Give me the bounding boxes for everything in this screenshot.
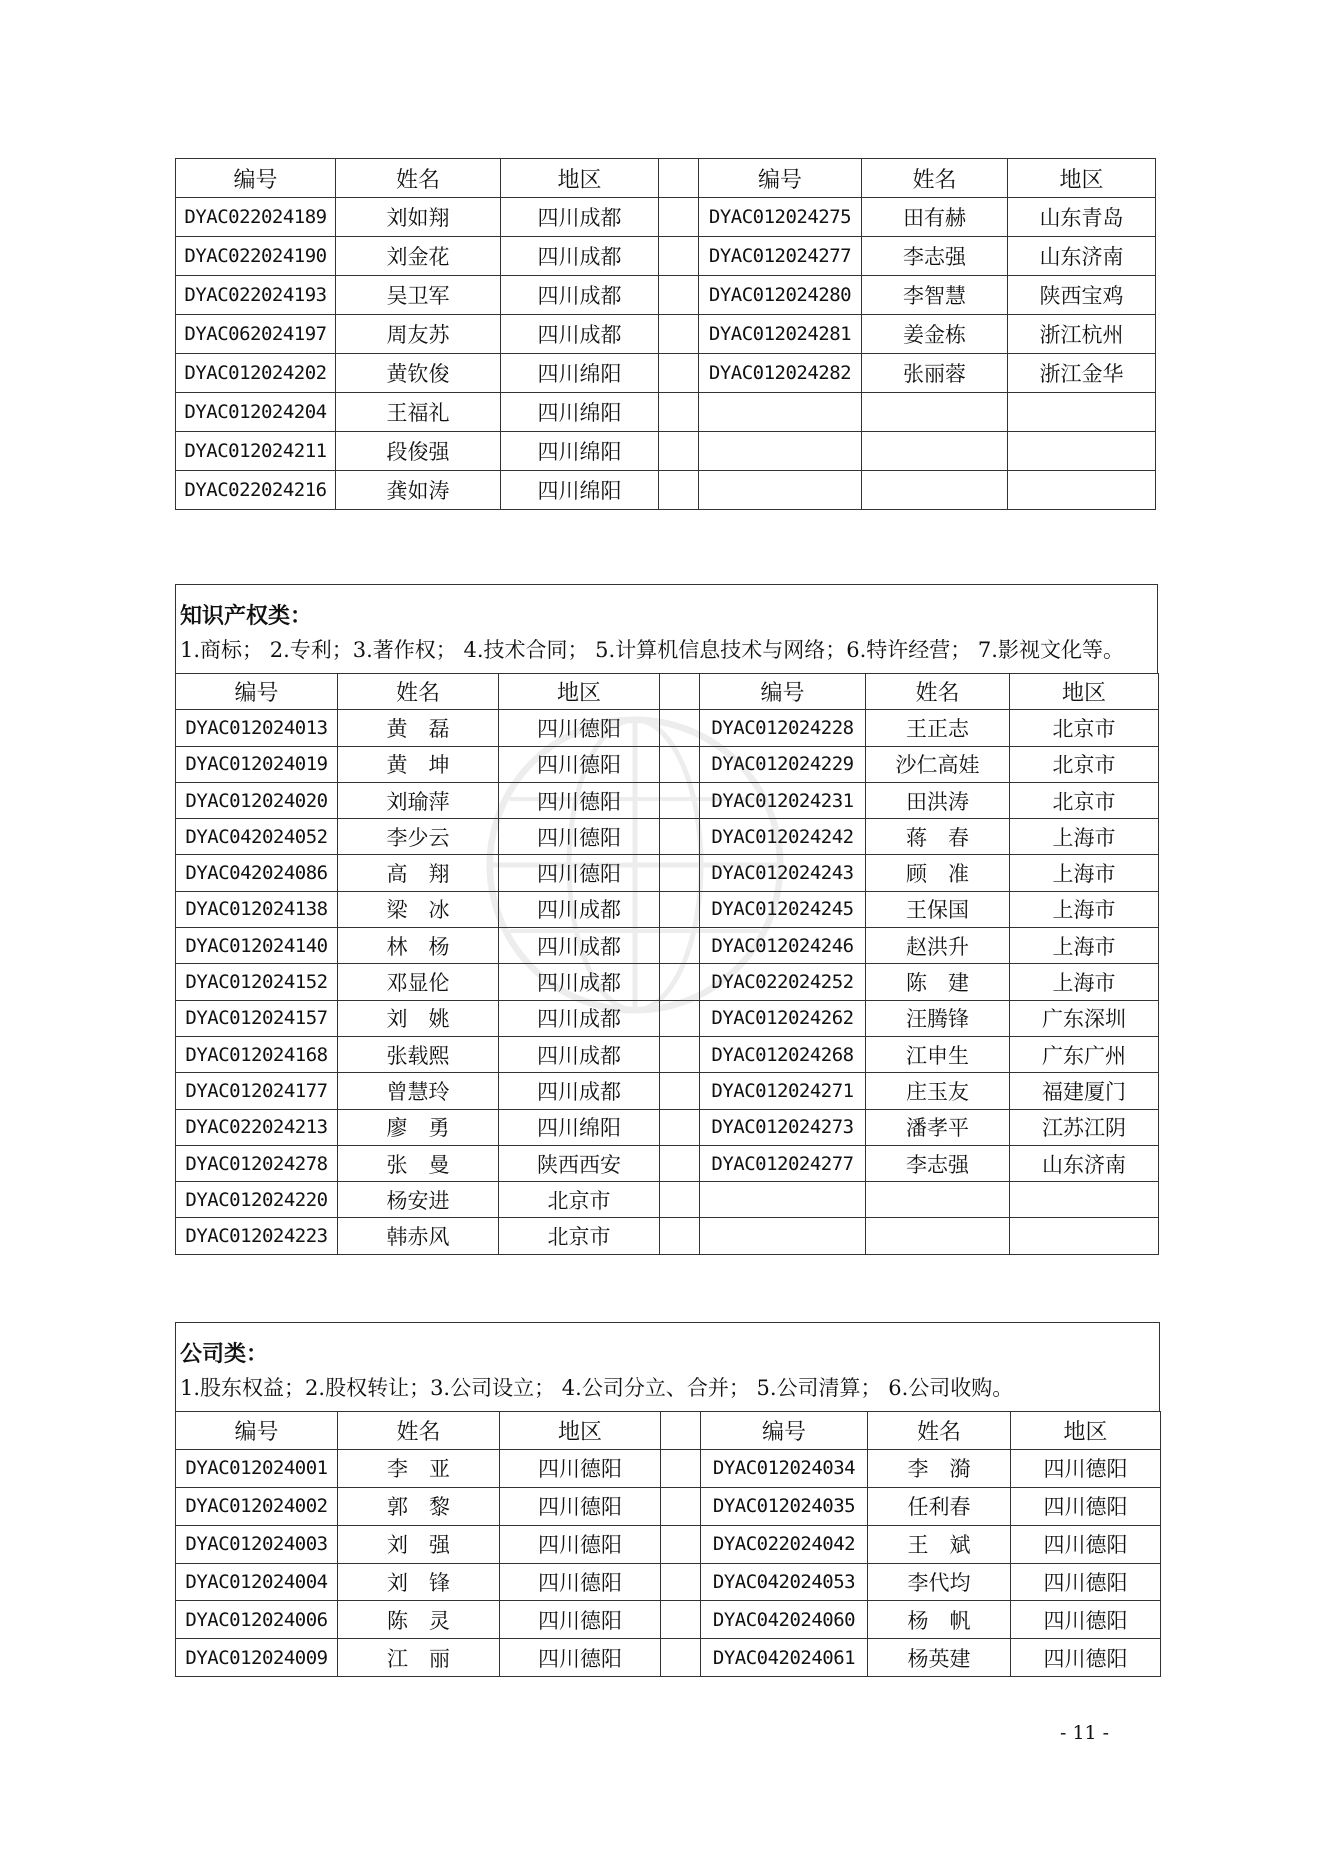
name-cell (866, 1218, 1010, 1254)
id-cell (699, 471, 862, 510)
region-cell: 陕西宝鸡 (1008, 276, 1156, 315)
spacer-cell (660, 819, 700, 855)
name-cell: 王正志 (866, 710, 1010, 746)
name-cell: 林 杨 (338, 928, 499, 964)
region-cell: 四川成都 (501, 237, 659, 276)
region-cell: 上海市 (1010, 819, 1159, 855)
table-row (176, 1218, 1159, 1254)
table-row (176, 710, 1159, 746)
table-row (176, 1449, 1161, 1487)
name-cell: 高 翔 (338, 855, 499, 891)
name-cell: 龚如涛 (336, 471, 501, 510)
region-cell: 四川德阳 (499, 710, 660, 746)
region-cell: 四川德阳 (1011, 1601, 1161, 1639)
spacer-cell (659, 315, 699, 354)
id-cell: DYAC012024034 (701, 1449, 868, 1487)
column-header: 编号 (701, 1412, 868, 1450)
spacer-cell (659, 432, 699, 471)
region-cell: 四川绵阳 (501, 354, 659, 393)
table-row (176, 1109, 1159, 1145)
spacer-cell (660, 1218, 700, 1254)
name-cell: 陈 建 (866, 964, 1010, 1000)
name-cell: 张丽蓉 (862, 354, 1008, 393)
table-row (176, 237, 1156, 276)
region-cell: 上海市 (1010, 964, 1159, 1000)
column-header: 姓名 (862, 159, 1008, 198)
region-cell: 北京市 (499, 1218, 660, 1254)
table-row (176, 1182, 1159, 1218)
id-cell: DYAC012024277 (700, 1145, 866, 1181)
name-cell: 庄玉友 (866, 1073, 1010, 1109)
column-header: 姓名 (866, 674, 1010, 710)
name-cell: 汪腾锋 (866, 1000, 1010, 1036)
id-cell: DYAC012024280 (699, 276, 862, 315)
column-header: 编号 (699, 159, 862, 198)
id-cell: DYAC012024157 (176, 1000, 338, 1036)
table-row (176, 198, 1156, 237)
name-cell: 杨 帆 (868, 1601, 1011, 1639)
name-cell (862, 471, 1008, 510)
spacer-cell (660, 746, 700, 782)
member-table-2 (175, 673, 1159, 1255)
region-cell: 四川成都 (499, 1000, 660, 1036)
table-row (176, 1601, 1161, 1639)
table-row (176, 1036, 1159, 1072)
name-cell: 刘金花 (336, 237, 501, 276)
spacer-cell (660, 710, 700, 746)
ip-section (175, 584, 1158, 1255)
column-header: 编号 (176, 159, 336, 198)
id-cell: DYAC012024282 (699, 354, 862, 393)
name-cell: 刘 强 (338, 1525, 500, 1563)
table-row (176, 432, 1156, 471)
spacer-cell (660, 674, 700, 710)
name-cell: 曾慧玲 (338, 1073, 499, 1109)
id-cell: DYAC012024006 (176, 1601, 338, 1639)
region-cell: 上海市 (1010, 891, 1159, 927)
table-row (176, 928, 1159, 964)
table-header-row (176, 159, 1156, 198)
id-cell: DYAC012024204 (176, 393, 336, 432)
spacer-cell (660, 928, 700, 964)
id-cell: DYAC012024246 (700, 928, 866, 964)
table-row (176, 891, 1159, 927)
region-cell: 四川德阳 (1011, 1639, 1161, 1677)
column-header: 地区 (501, 159, 659, 198)
name-cell: 李少云 (338, 819, 499, 855)
id-cell: DYAC042024060 (701, 1601, 868, 1639)
spacer-cell (661, 1601, 701, 1639)
table-row (176, 354, 1156, 393)
region-cell: 四川绵阳 (501, 393, 659, 432)
spacer-cell (659, 237, 699, 276)
column-header: 姓名 (336, 159, 501, 198)
region-cell: 四川德阳 (499, 782, 660, 818)
name-cell: 蒋 春 (866, 819, 1010, 855)
column-header: 地区 (1008, 159, 1156, 198)
name-cell: 刘 锋 (338, 1563, 500, 1601)
name-cell: 郭 黎 (338, 1487, 500, 1525)
table-row (176, 471, 1156, 510)
name-cell: 赵洪升 (866, 928, 1010, 964)
name-cell: 李志强 (862, 237, 1008, 276)
name-cell: 杨安进 (338, 1182, 499, 1218)
name-cell: 张载熙 (338, 1036, 499, 1072)
name-cell: 田有赫 (862, 198, 1008, 237)
region-cell: 四川德阳 (1011, 1563, 1161, 1601)
spacer-cell (659, 276, 699, 315)
column-header: 姓名 (868, 1412, 1011, 1450)
region-cell: 山东济南 (1008, 237, 1156, 276)
region-cell: 四川成都 (499, 891, 660, 927)
member-table-3 (175, 1411, 1161, 1677)
name-cell: 刘 姚 (338, 1000, 499, 1036)
region-cell: 北京市 (1010, 782, 1159, 818)
id-cell: DYAC012024004 (176, 1563, 338, 1601)
name-cell: 顾 准 (866, 855, 1010, 891)
spacer-cell (659, 393, 699, 432)
id-cell (699, 432, 862, 471)
spacer-cell (660, 891, 700, 927)
id-cell: DYAC012024035 (701, 1487, 868, 1525)
id-cell: DYAC012024220 (176, 1182, 338, 1218)
region-cell: 山东济南 (1010, 1145, 1159, 1181)
name-cell: 江 丽 (338, 1639, 500, 1677)
region-cell: 广东深圳 (1010, 1000, 1159, 1036)
region-cell: 四川成都 (499, 928, 660, 964)
region-cell (1008, 432, 1156, 471)
region-cell (1010, 1182, 1159, 1218)
id-cell: DYAC012024009 (176, 1639, 338, 1677)
company-section (175, 1322, 1160, 1677)
column-header: 姓名 (338, 1412, 500, 1450)
region-cell: 山东青岛 (1008, 198, 1156, 237)
table2-body (176, 674, 1159, 1255)
id-cell: DYAC012024281 (699, 315, 862, 354)
name-cell: 王保国 (866, 891, 1010, 927)
name-cell: 张 曼 (338, 1145, 499, 1181)
id-cell: DYAC012024177 (176, 1073, 338, 1109)
id-cell: DYAC012024243 (700, 855, 866, 891)
id-cell: DYAC012024277 (699, 237, 862, 276)
region-cell: 上海市 (1010, 855, 1159, 891)
id-cell: DYAC012024001 (176, 1449, 338, 1487)
id-cell: DYAC042024053 (701, 1563, 868, 1601)
table-row (176, 1563, 1161, 1601)
name-cell: 黄 坤 (338, 746, 499, 782)
region-cell: 浙江杭州 (1008, 315, 1156, 354)
region-cell: 四川德阳 (1011, 1487, 1161, 1525)
spacer-cell (661, 1639, 701, 1677)
spacer-cell (660, 1109, 700, 1145)
spacer-cell (660, 1182, 700, 1218)
id-cell: DYAC012024223 (176, 1218, 338, 1254)
spacer-cell (659, 159, 699, 198)
name-cell (866, 1182, 1010, 1218)
id-cell: DYAC062024197 (176, 315, 336, 354)
table-header-row (176, 1412, 1161, 1450)
name-cell: 江申生 (866, 1036, 1010, 1072)
id-cell: DYAC012024229 (700, 746, 866, 782)
id-cell: DYAC012024262 (700, 1000, 866, 1036)
name-cell: 李代均 (868, 1563, 1011, 1601)
spacer-cell (660, 1073, 700, 1109)
company-section-header (175, 1322, 1160, 1411)
id-cell: DYAC012024140 (176, 928, 338, 964)
id-cell: DYAC022024193 (176, 276, 336, 315)
id-cell (699, 393, 862, 432)
id-cell: DYAC012024013 (176, 710, 338, 746)
name-cell: 李志强 (866, 1145, 1010, 1181)
id-cell: DYAC022024189 (176, 198, 336, 237)
region-cell (1010, 1218, 1159, 1254)
name-cell: 田洪涛 (866, 782, 1010, 818)
id-cell: DYAC012024003 (176, 1525, 338, 1563)
table1-body (176, 159, 1156, 510)
table-row (176, 1487, 1161, 1525)
region-cell: 福建厦门 (1010, 1073, 1159, 1109)
id-cell: DYAC012024271 (700, 1073, 866, 1109)
table-row (176, 964, 1159, 1000)
name-cell: 姜金栋 (862, 315, 1008, 354)
name-cell: 段俊强 (336, 432, 501, 471)
column-header: 编号 (700, 674, 866, 710)
region-cell (1008, 471, 1156, 510)
region-cell: 四川成都 (501, 315, 659, 354)
region-cell: 四川绵阳 (501, 432, 659, 471)
spacer-cell (660, 782, 700, 818)
name-cell: 梁 冰 (338, 891, 499, 927)
table-row (176, 782, 1159, 818)
table-row (176, 1639, 1161, 1677)
region-cell: 四川德阳 (499, 819, 660, 855)
region-cell: 四川德阳 (499, 855, 660, 891)
column-header: 地区 (1011, 1412, 1161, 1450)
region-cell: 四川德阳 (500, 1601, 661, 1639)
id-cell: DYAC042024052 (176, 819, 338, 855)
name-cell: 潘孝平 (866, 1109, 1010, 1145)
company-section-title: 公司类： (180, 1342, 269, 1367)
region-cell: 上海市 (1010, 928, 1159, 964)
name-cell (862, 393, 1008, 432)
company-section-desc: 1.股东权益；2.股权转让；3.公司设立； 4.公司分立、合并； 5.公司清算； 6.公司收购。 (180, 1376, 1014, 1400)
name-cell: 刘瑜萍 (338, 782, 499, 818)
name-cell: 邓显伦 (338, 964, 499, 1000)
id-cell: DYAC012024278 (176, 1145, 338, 1181)
spacer-cell (660, 1036, 700, 1072)
name-cell: 李 漪 (868, 1449, 1011, 1487)
table-row (176, 393, 1156, 432)
spacer-cell (660, 1000, 700, 1036)
spacer-cell (659, 354, 699, 393)
name-cell: 黄钦俊 (336, 354, 501, 393)
column-header: 地区 (499, 674, 660, 710)
spacer-cell (661, 1563, 701, 1601)
id-cell: DYAC012024020 (176, 782, 338, 818)
table-row (176, 276, 1156, 315)
name-cell: 吴卫军 (336, 276, 501, 315)
table1-block (175, 158, 1155, 510)
column-header: 编号 (176, 1412, 338, 1450)
spacer-cell (659, 198, 699, 237)
spacer-cell (661, 1525, 701, 1563)
region-cell: 浙江金华 (1008, 354, 1156, 393)
region-cell: 四川成都 (501, 276, 659, 315)
column-header: 编号 (176, 674, 338, 710)
id-cell: DYAC022024252 (700, 964, 866, 1000)
id-cell: DYAC012024273 (700, 1109, 866, 1145)
name-cell: 陈 灵 (338, 1601, 500, 1639)
region-cell: 北京市 (1010, 746, 1159, 782)
region-cell: 广东广州 (1010, 1036, 1159, 1072)
region-cell: 四川绵阳 (501, 471, 659, 510)
id-cell: DYAC012024242 (700, 819, 866, 855)
id-cell: DYAC012024228 (700, 710, 866, 746)
name-cell: 韩赤风 (338, 1218, 499, 1254)
id-cell: DYAC042024086 (176, 855, 338, 891)
member-table-1 (175, 158, 1156, 510)
region-cell: 北京市 (1010, 710, 1159, 746)
name-cell: 王 斌 (868, 1525, 1011, 1563)
id-cell: DYAC042024061 (701, 1639, 868, 1677)
name-cell: 李智慧 (862, 276, 1008, 315)
name-cell: 任利春 (868, 1487, 1011, 1525)
column-header: 地区 (500, 1412, 661, 1450)
region-cell: 四川德阳 (500, 1487, 661, 1525)
id-cell: DYAC012024019 (176, 746, 338, 782)
table-row (176, 855, 1159, 891)
spacer-cell (661, 1449, 701, 1487)
region-cell: 四川成都 (499, 1036, 660, 1072)
ip-section-header (175, 584, 1158, 673)
spacer-cell (661, 1487, 701, 1525)
name-cell: 杨英建 (868, 1639, 1011, 1677)
id-cell: DYAC012024211 (176, 432, 336, 471)
table-row (176, 1000, 1159, 1036)
id-cell: DYAC012024268 (700, 1036, 866, 1072)
region-cell: 北京市 (499, 1182, 660, 1218)
spacer-cell (661, 1412, 701, 1450)
region-cell: 四川德阳 (500, 1563, 661, 1601)
region-cell: 四川德阳 (1011, 1449, 1161, 1487)
region-cell: 四川德阳 (499, 746, 660, 782)
name-cell: 李 亚 (338, 1449, 500, 1487)
region-cell: 四川成都 (501, 198, 659, 237)
name-cell: 刘如翔 (336, 198, 501, 237)
name-cell: 沙仁高娃 (866, 746, 1010, 782)
table-row (176, 819, 1159, 855)
spacer-cell (659, 471, 699, 510)
name-cell: 周友苏 (336, 315, 501, 354)
table-row (176, 315, 1156, 354)
name-cell: 廖 勇 (338, 1109, 499, 1145)
region-cell (1008, 393, 1156, 432)
table-row (176, 1073, 1159, 1109)
table-row (176, 746, 1159, 782)
region-cell: 四川成都 (499, 964, 660, 1000)
page-number: - 11 - (1060, 1722, 1110, 1744)
region-cell: 四川成都 (499, 1073, 660, 1109)
id-cell: DYAC012024152 (176, 964, 338, 1000)
id-cell: DYAC012024002 (176, 1487, 338, 1525)
name-cell: 黄 磊 (338, 710, 499, 746)
spacer-cell (660, 964, 700, 1000)
region-cell: 陕西西安 (499, 1145, 660, 1181)
table-header-row (176, 674, 1159, 710)
table-row (176, 1145, 1159, 1181)
region-cell: 四川德阳 (500, 1525, 661, 1563)
id-cell: DYAC022024213 (176, 1109, 338, 1145)
name-cell: 王福礼 (336, 393, 501, 432)
id-cell: DYAC012024202 (176, 354, 336, 393)
id-cell: DYAC012024168 (176, 1036, 338, 1072)
table-row (176, 1525, 1161, 1563)
id-cell: DYAC022024042 (701, 1525, 868, 1563)
id-cell: DYAC022024190 (176, 237, 336, 276)
id-cell: DYAC012024231 (700, 782, 866, 818)
region-cell: 江苏江阴 (1010, 1109, 1159, 1145)
name-cell (862, 432, 1008, 471)
id-cell: DYAC012024138 (176, 891, 338, 927)
id-cell (700, 1182, 866, 1218)
spacer-cell (660, 855, 700, 891)
region-cell: 四川德阳 (500, 1449, 661, 1487)
column-header: 姓名 (338, 674, 499, 710)
region-cell: 四川绵阳 (499, 1109, 660, 1145)
id-cell: DYAC012024245 (700, 891, 866, 927)
ip-section-desc: 1.商标； 2.专利；3.著作权； 4.技术合同； 5.计算机信息技术与网络；6.特许经营； 7.影视文化等。 (180, 638, 1124, 662)
column-header: 地区 (1010, 674, 1159, 710)
region-cell: 四川德阳 (500, 1639, 661, 1677)
id-cell: DYAC022024216 (176, 471, 336, 510)
spacer-cell (660, 1145, 700, 1181)
region-cell: 四川德阳 (1011, 1525, 1161, 1563)
table3-body (176, 1412, 1161, 1677)
id-cell: DYAC012024275 (699, 198, 862, 237)
ip-section-title: 知识产权类： (180, 604, 313, 629)
id-cell (700, 1218, 866, 1254)
